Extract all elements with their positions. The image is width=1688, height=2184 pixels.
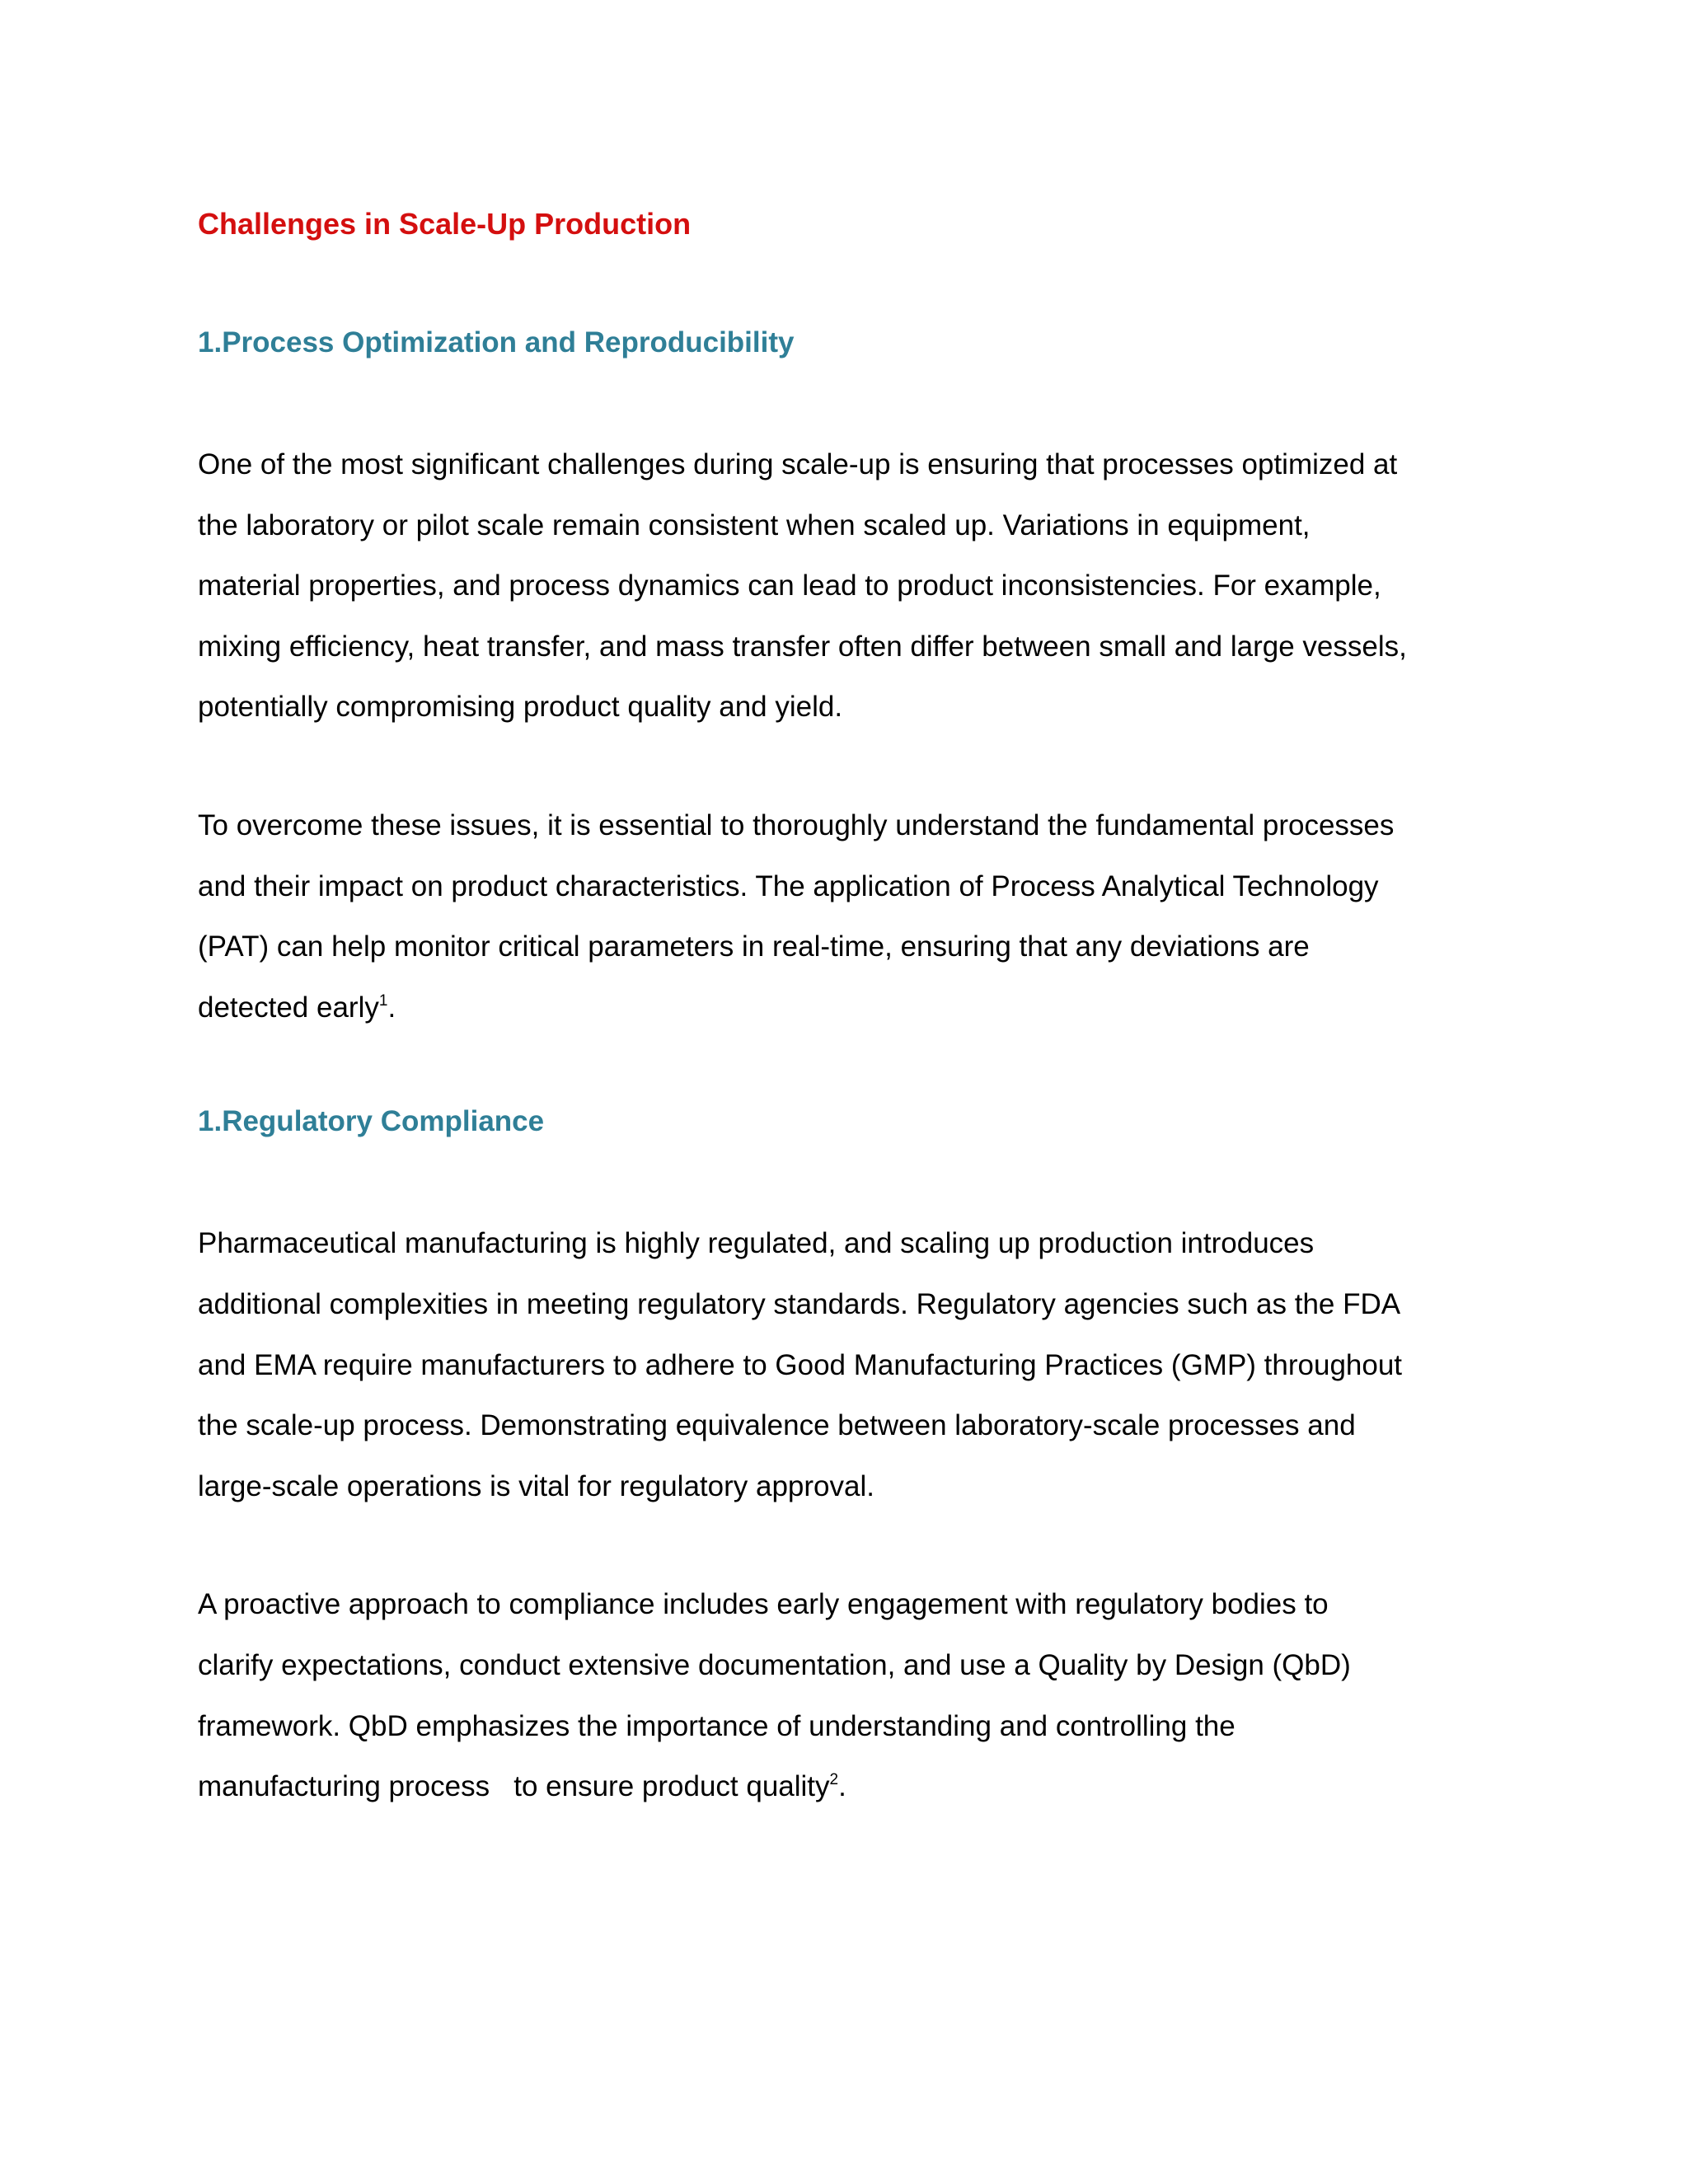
text-line: and their impact on product characteristics. The application of Process Analytical Technology [198, 869, 1379, 902]
text-line [198, 977, 1500, 1038]
spacer [198, 1038, 1500, 1095]
section-heading-process-optimization: 1.Process Optimization and Reproducibility [198, 326, 795, 359]
end-punctuation: . [838, 1770, 846, 1803]
text-line: the laboratory or pilot scale remain consistent when scaled up. Variations in equipment, [198, 509, 1311, 541]
text-line: additional complexities in meeting regulatory standards. Regulatory agencies such as the FDA [198, 1287, 1401, 1320]
paragraph [198, 434, 1500, 738]
spacer [198, 1516, 1500, 1574]
text-line [198, 1756, 1500, 1817]
text-line: (PAT) can help monitor critical parameters in real-time, ensuring that any deviations are [198, 930, 1310, 963]
section-heading-regulatory-compliance: 1.Regulatory Compliance [198, 1105, 545, 1138]
text-line-content: detected early [198, 991, 379, 1024]
spacer [198, 369, 1500, 434]
footnote-reference[interactable]: 2 [829, 1771, 839, 1789]
text-line: and EMA require manufacturers to adhere to Good Manufacturing Practices (GMP) throughout [198, 1348, 1403, 1381]
text-line: Pharmaceutical manufacturing is highly regulated, and scaling up production introduces [198, 1227, 1315, 1260]
paragraph [198, 1213, 1500, 1516]
text-line: A proactive approach to compliance includes early engagement with regulatory bodies to [198, 1588, 1329, 1621]
paragraph [198, 1574, 1500, 1816]
text-line: clarify expectations, conduct extensive documentation, and use a Quality by Design (QbD) [198, 1648, 1351, 1681]
text-line: large-scale operations is vital for regulatory approval. [198, 1469, 874, 1502]
text-line: To overcome these issues, it is essential to thoroughly understand the fundamental processes [198, 808, 1395, 841]
document-body [198, 198, 1500, 1817]
spacer [198, 251, 1500, 316]
text-line: One of the most significant challenges during scale-up is ensuring that processes optimized at [198, 448, 1398, 480]
text-line-content: manufacturing process to ensure product quality [198, 1770, 830, 1803]
end-punctuation: . [387, 991, 396, 1024]
text-line: mixing efficiency, heat transfer, and mass transfer often differ between small and large vessels, [198, 630, 1407, 663]
text-line: material properties, and process dynamics can lead to product inconsistencies. For example, [198, 569, 1381, 602]
paragraph [198, 795, 1500, 1038]
spacer [198, 1148, 1500, 1213]
text-line: potentially compromising product quality and yield. [198, 691, 843, 724]
text-line: the scale-up process. Demonstrating equivalence between laboratory-scale processes and [198, 1409, 1356, 1442]
document-title: Challenges in Scale-Up Production [198, 207, 692, 241]
spacer [198, 738, 1500, 795]
footnote-reference[interactable]: 1 [378, 991, 388, 1010]
text-line: framework. QbD emphasizes the importance of understanding and controlling the [198, 1709, 1236, 1742]
